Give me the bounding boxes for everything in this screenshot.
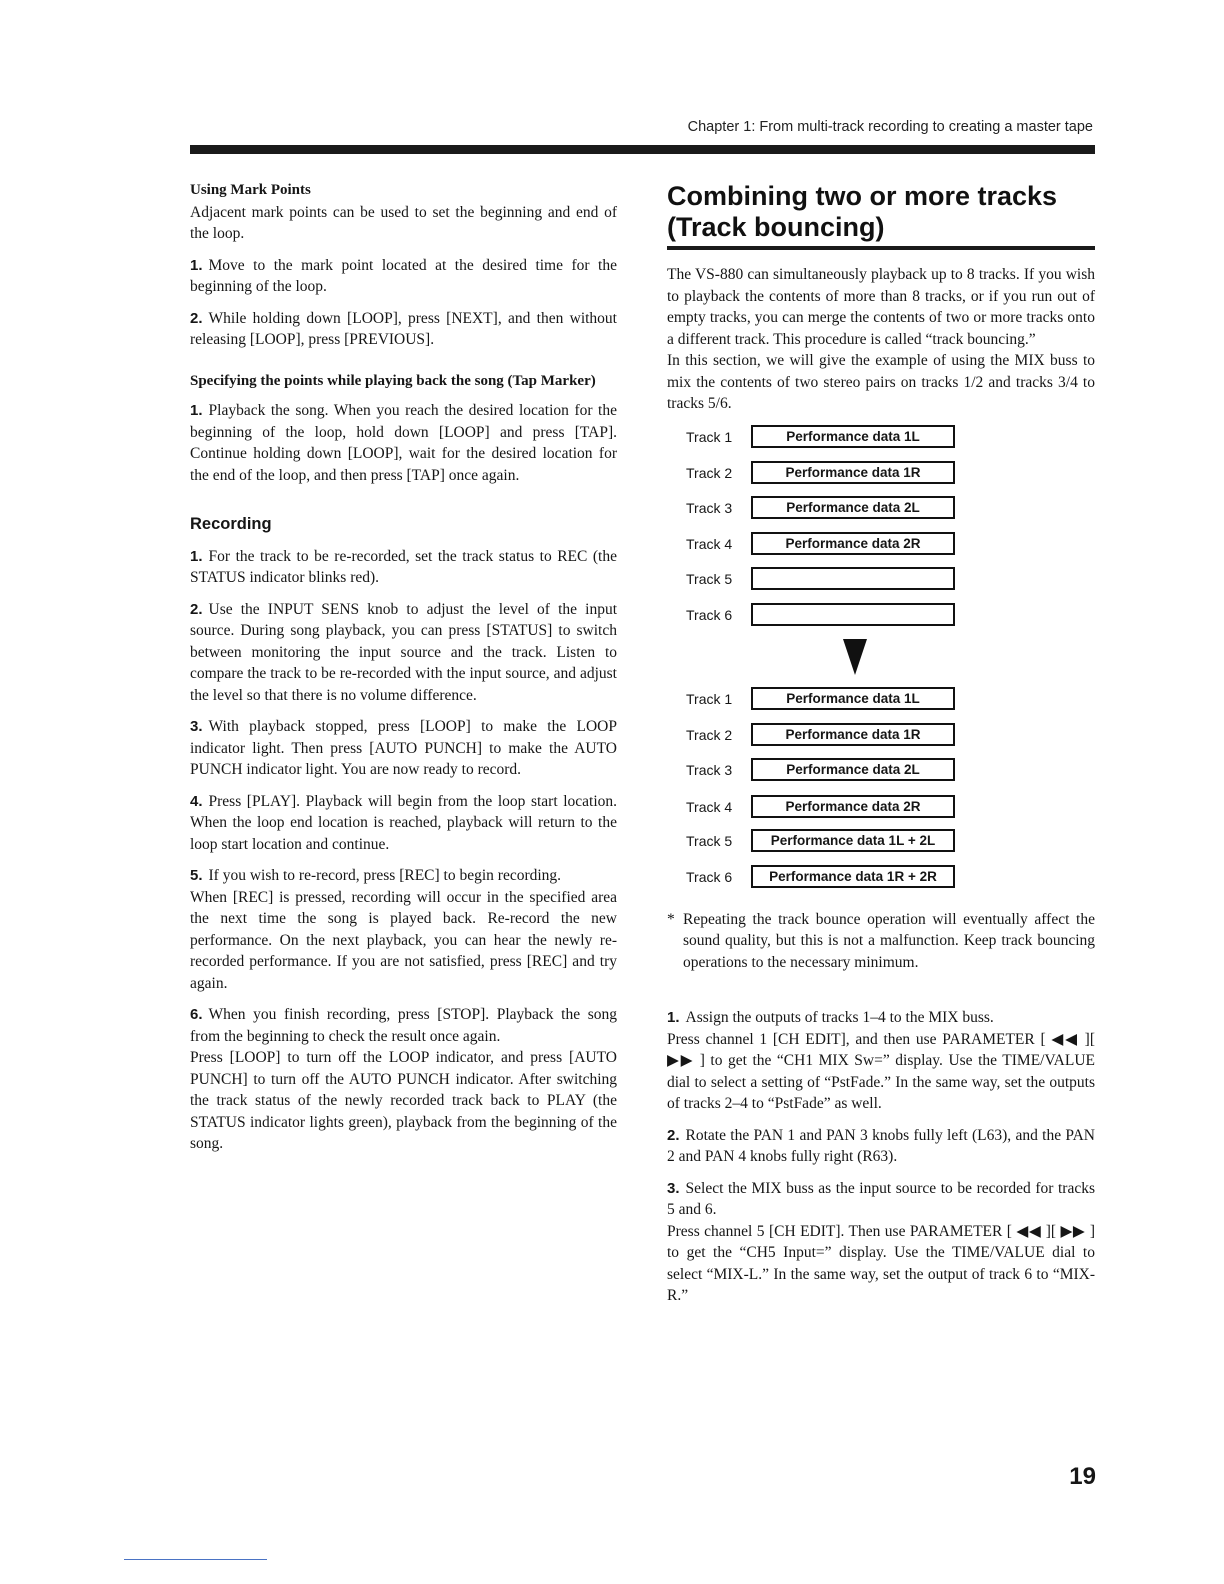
rec-step-3: [190, 716, 617, 781]
track-box: Performance data 1R: [751, 461, 955, 484]
track-box: Performance data 1R: [751, 723, 955, 746]
step-number: 4.: [190, 792, 203, 810]
bounce-step-1-detail: Press channel 1 [CH EDIT], and then use PARAMETER [ ◀◀ ][ ▶▶ ] to get the “CH1 MIX Sw=” display. Use the TIME/VALUE dial to select a setting of “PstFade.” In the same way, set the outputs of tracks 2–4 to “PstFade” as well.: [667, 1030, 1095, 1112]
mark-points-title: Using Mark Points: [190, 182, 311, 198]
mark-points-intro: Adjacent mark points can be used to set the beginning and end of the loop.: [190, 203, 617, 242]
step-number: 2.: [190, 600, 203, 618]
rec-step-5: [190, 865, 617, 887]
track-box: [751, 567, 955, 590]
track-box: Performance data 2L: [751, 496, 955, 519]
intro-paragraph-2: In this section, we will give the example of using the MIX buss to mix the contents of two stereo pairs on tracks 1/2 and tracks 3/4 to tracks 5/6.: [667, 352, 1095, 412]
title-line-1: Combining two or more tracks: [667, 181, 1058, 211]
note-text: Repeating the track bounce operation will eventually affect the sound quality, but this is not a malfunction. Keep track bouncing operations to the necessary minimum.: [683, 910, 1095, 971]
note-asterisk: *: [667, 910, 675, 928]
header-rule: [190, 145, 1095, 154]
track-label: Track 4: [686, 535, 733, 552]
rec-step-2: [190, 599, 617, 707]
track-label: Track 3: [686, 499, 733, 516]
step-number: 2.: [667, 1126, 680, 1144]
track-box: Performance data 1L + 2L: [751, 829, 955, 852]
tap-marker-title: Specifying the points while playing back the song (Tap Marker): [190, 372, 596, 389]
step-number: 3.: [190, 718, 203, 735]
rec-step-1: [190, 546, 617, 589]
track-label: Track 6: [686, 868, 733, 885]
chapter-header: Chapter 1: From multi-track recording to creating a master tape: [687, 119, 1093, 135]
step-number: 3.: [667, 1179, 680, 1197]
track-label: Track 2: [686, 726, 733, 743]
track-label: Track 1: [686, 690, 733, 707]
step-number: 6.: [190, 1006, 203, 1023]
step-number: 1.: [667, 1009, 680, 1026]
track-label: Track 5: [686, 832, 733, 849]
note: [667, 909, 1095, 974]
rec-step-5-detail: When [REC] is pressed, recording will occur in the specified area the next time the song is played back. Re-record the new performance. On the next playback, you can hear the newly re-recorded performance. If you are not satisfied, press [REC] and try again.: [190, 888, 617, 992]
bounce-step-3-detail: Press channel 5 [CH EDIT]. Then use PARAMETER [ ◀◀ ][ ▶▶ ] to get the “CH5 Input=” display. Use the TIME/VALUE dial to select “MIX-L.” In the same way, set the output of track 6 to “MIX-R.”: [667, 1222, 1095, 1304]
step-number: 1.: [190, 547, 203, 565]
step-number: 2.: [190, 309, 203, 327]
step-text: Press [PLAY]. Playback will begin from the loop start location. When the loop end location is reached, playback will return to the loop start location and continue.: [190, 792, 617, 853]
track-label: Track 1: [686, 428, 733, 445]
step-text: Playback the song. When you reach the desired location for the beginning of the loop, hold down [LOOP] and press [TAP]. Continue holding down [LOOP], wait for the desired location for the end of the loop, and then press [TAP] once again.: [190, 402, 617, 484]
rec-step-6-detail: Press [LOOP] to turn off the LOOP indicator, and press [AUTO PUNCH] to turn off the AUTO PUNCH indicator. After switching the track status of the newly recorded track back to PLAY (the STATUS indicator lights green), playback from the beginning of the song.: [190, 1049, 617, 1152]
track-label: Track 4: [686, 798, 733, 815]
tap-step-1: [190, 400, 617, 486]
step-number: 5.: [190, 867, 203, 884]
rec-step-6: [190, 1004, 617, 1047]
step-number: 1.: [190, 256, 203, 274]
step-text: Assign the outputs of tracks 1–4 to the MIX buss.: [685, 1009, 994, 1026]
left-column: [190, 180, 617, 1165]
right-column: [667, 181, 1095, 1317]
bounce-step-2: [667, 1125, 1095, 1168]
track-box: Performance data 1R + 2R: [751, 865, 955, 888]
step-text: Select the MIX buss as the input source to be recorded for tracks 5 and 6.: [667, 1179, 1095, 1218]
track-label: Track 5: [686, 570, 733, 587]
page-number: 19: [1069, 1463, 1096, 1490]
mark-step-2: [190, 308, 617, 351]
step-text: While holding down [LOOP], press [NEXT], and then without releasing [LOOP], press [PREVIOUS].: [190, 309, 617, 348]
step-text: With playback stopped, press [LOOP] to make the LOOP indicator light. Then press [AUTO PUNCH] to make the AUTO PUNCH indicator light. You are now ready to record.: [190, 718, 617, 778]
step-text: If you wish to re-record, press [REC] to begin recording.: [208, 867, 562, 884]
step-text: Rotate the PAN 1 and PAN 3 knobs fully left (L63), and the PAN 2 and PAN 4 knobs fully right (R63).: [667, 1126, 1095, 1165]
step-text: Use the INPUT SENS knob to adjust the level of the input source. During song playback, you can press [STATUS] to switch between monitoring the input source and the track. Listen to compare the track to be re-recorded with the input source, and adjust the level so that there is no volume difference.: [190, 600, 617, 704]
bounce-step-1: [667, 1007, 1095, 1029]
track-label: Track 6: [686, 606, 733, 623]
mark-step-1: [190, 255, 617, 298]
title-line-2: (Track bouncing): [667, 212, 885, 242]
heading-rule: [667, 246, 1095, 250]
recording-heading: Recording: [190, 515, 272, 533]
page-title: [667, 181, 1095, 246]
step-text: For the track to be re-recorded, set the track status to REC (the STATUS indicator blinks red).: [190, 547, 617, 586]
footer-rule: [124, 1559, 267, 1560]
step-text: When you finish recording, press [STOP]. Playback the song from the beginning to check the result once again.: [190, 1006, 617, 1045]
track-box: [751, 603, 955, 626]
rec-step-4: [190, 791, 617, 856]
track-box: Performance data 1L: [751, 687, 955, 710]
track-label: Track 2: [686, 464, 733, 481]
down-arrow-icon: [843, 639, 867, 675]
step-number: 1.: [190, 402, 203, 419]
step-text: Move to the mark point located at the desired time for the beginning of the loop.: [190, 256, 617, 295]
bounce-step-3: [667, 1178, 1095, 1221]
track-box: Performance data 1L: [751, 425, 955, 448]
track-box: Performance data 2L: [751, 758, 955, 781]
track-box: Performance data 2R: [751, 532, 955, 555]
track-label: Track 3: [686, 761, 733, 778]
track-box: Performance data 2R: [751, 795, 955, 818]
intro-paragraph-1: The VS-880 can simultaneously playback up to 8 tracks. If you wish to playback the contents of more than 8 tracks, or if you run out of empty tracks, you can merge the contents of two or more tracks onto a different track. This procedure is called “track bouncing.”: [667, 266, 1095, 348]
track-bounce-diagram: [667, 425, 1095, 895]
